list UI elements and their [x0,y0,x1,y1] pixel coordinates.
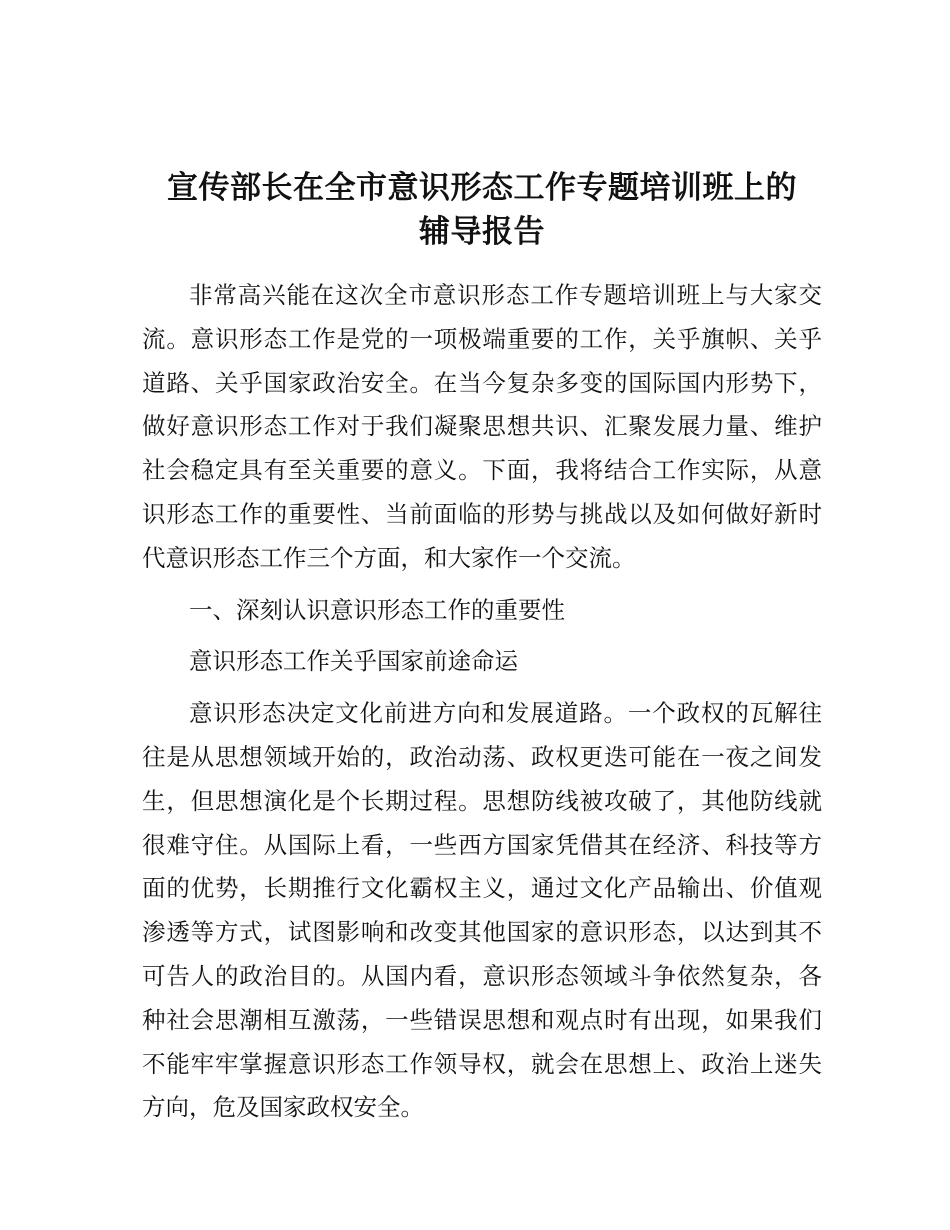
document-body [142,166,822,1130]
title-line-1: 宣传部长在全市意识形态工作专题培训班上的 [167,170,797,206]
title-line-2: 辅导报告 [419,214,545,250]
intro-paragraph: 非常高兴能在这次全市意识形态工作专题培训班上与大家交流。意识形态工作是党的一项极端重要的工作，关乎旗帜、关乎道路、关乎国家政治安全。在当今复杂多变的国际国内形势下，做好意识形态工作对于我们凝聚思想共识、汇聚发展力量、维护社会稳定具有至关重要的意义。下面，我将结合工作实际，从意识形态工作的重要性、当前面临的形势与挑战以及如何做好新时代意识形态工作三个方面，和大家作一个交流。 [142,281,822,572]
document-title [142,166,822,254]
body-paragraph: 意识形态决定文化前进方向和发展道路。一个政权的瓦解往往是从思想领域开始的，政治动荡、政权更迭可能在一夜之间发生，但思想演化是个长期过程。思想防线被攻破了，其他防线就很难守住。从国际上看，一些西方国家凭借其在经济、科技等方面的优势，长期推行文化霸权主义，通过文化产品输出、价值观渗透等方式，试图影响和改变其他国家的意识形态，以达到其不可告人的政治目的。从国内看，意识形态领域斗争依然复杂，各种社会思潮相互激荡，一些错误思想和观点时有出现，如果我们不能牢牢掌握意识形态工作领导权，就会在思想上、政治上迷失方向，危及国家政权安全。 [142,699,822,1122]
section-1-heading: 一、深刻认识意识形态工作的重要性 [189,595,565,624]
subsection-1-heading: 意识形态工作关乎国家前途命运 [189,647,518,676]
